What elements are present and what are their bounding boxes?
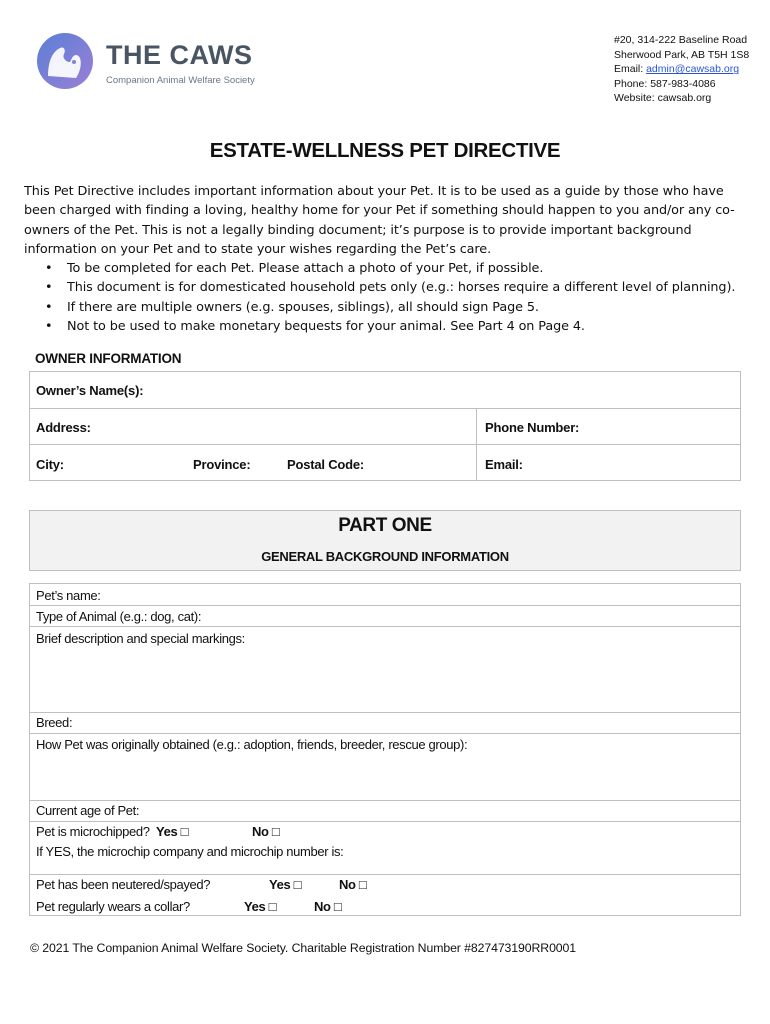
pet-name-field[interactable]: Pet’s name: bbox=[36, 588, 101, 603]
bullet-text: To be completed for each Pet. Please attach a photo of your Pet, if possible. bbox=[67, 261, 544, 277]
brand-subtitle: Companion Animal Welfare Society bbox=[106, 75, 255, 86]
phone-line: Phone: 587-983-4086 bbox=[614, 77, 716, 90]
intro-bullet-list bbox=[24, 259, 744, 336]
table-column-divider bbox=[476, 408, 477, 481]
email-link[interactable]: admin@cawsab.org bbox=[646, 63, 740, 76]
table-divider bbox=[30, 712, 740, 713]
breed-field[interactable]: Breed: bbox=[36, 715, 73, 730]
owner-email-field[interactable]: Email: bbox=[485, 457, 523, 472]
neutered-yes-checkbox[interactable]: Yes □ bbox=[269, 877, 302, 892]
city-field[interactable]: City: bbox=[36, 457, 64, 472]
animal-type-field[interactable]: Type of Animal (e.g.: dog, cat): bbox=[36, 609, 202, 624]
dog-cat-logo-icon bbox=[36, 32, 94, 90]
table-divider bbox=[30, 626, 740, 627]
brand-name: THE CAWS bbox=[106, 40, 253, 70]
province-field[interactable]: Province: bbox=[193, 457, 251, 472]
neutered-question: Pet has been neutered/spayed? bbox=[36, 877, 211, 892]
intro-paragraph: This Pet Directive includes important information about your Pet. It is to be used as a guide by those who have been charged with finding a loving, healthy home for your Pet if something should happen to you and/or any co-owners of the Pet. This is not a legally binding document; it’s purpose is to provide important background information on your Pet and to state your wishes regarding the Pet’s care. bbox=[24, 184, 735, 257]
part-one-subtitle: GENERAL BACKGROUND INFORMATION bbox=[261, 549, 509, 564]
list-item bbox=[24, 278, 744, 297]
neutered-no-checkbox[interactable]: No □ bbox=[339, 877, 367, 892]
table-divider bbox=[30, 605, 740, 606]
table-divider bbox=[30, 800, 740, 801]
intro-section bbox=[24, 182, 744, 336]
microchip-details-field[interactable]: If YES, the microchip company and microchip number is: bbox=[36, 844, 344, 859]
list-item bbox=[24, 317, 744, 336]
contact-block bbox=[614, 33, 749, 106]
bullet-icon: • bbox=[45, 261, 53, 277]
address-line-2: Sherwood Park, AB T5H 1S8 bbox=[614, 48, 750, 61]
part-one-title: PART ONE bbox=[338, 515, 432, 536]
obtained-field[interactable]: How Pet was originally obtained (e.g.: adoption, friends, breeder, rescue group): bbox=[36, 737, 468, 752]
list-item bbox=[24, 298, 744, 317]
microchip-question: Pet is microchipped? bbox=[36, 824, 150, 839]
table-divider bbox=[30, 444, 740, 445]
bullet-icon: • bbox=[45, 280, 53, 296]
email-line bbox=[614, 62, 749, 77]
email-label: Email: bbox=[614, 63, 647, 76]
table-divider bbox=[30, 874, 740, 875]
address-field[interactable]: Address: bbox=[36, 420, 91, 435]
description-field[interactable]: Brief description and special markings: bbox=[36, 631, 245, 646]
bullet-icon: • bbox=[45, 319, 53, 335]
caws-logo bbox=[36, 32, 276, 94]
microchip-yes-checkbox[interactable]: Yes □ bbox=[156, 824, 189, 839]
table-divider bbox=[30, 733, 740, 734]
list-item bbox=[24, 259, 744, 278]
current-age-field[interactable]: Current age of Pet: bbox=[36, 803, 140, 818]
address-line-1: #20, 314-222 Baseline Road bbox=[614, 34, 748, 46]
website-line: Website: cawsab.org bbox=[614, 92, 712, 105]
table-divider bbox=[30, 408, 740, 409]
owner-names-field[interactable]: Owner’s Name(s): bbox=[36, 383, 144, 398]
bullet-icon: • bbox=[45, 299, 53, 315]
bullet-text: This document is for domesticated household pets only (e.g.: horses require a different level of planning). bbox=[67, 280, 736, 296]
bullet-text: If there are multiple owners (e.g. spouses, siblings), all should sign Page 5. bbox=[67, 299, 539, 315]
bullet-text: Not to be used to make monetary bequests for your animal. See Part 4 on Page 4. bbox=[67, 319, 585, 335]
owner-section-heading: OWNER INFORMATION bbox=[35, 351, 182, 366]
microchip-no-checkbox[interactable]: No □ bbox=[252, 824, 280, 839]
collar-yes-checkbox[interactable]: Yes □ bbox=[244, 899, 277, 914]
phone-number-field[interactable]: Phone Number: bbox=[485, 420, 580, 435]
collar-question: Pet regularly wears a collar? bbox=[36, 899, 190, 914]
postal-code-field[interactable]: Postal Code: bbox=[287, 457, 365, 472]
collar-no-checkbox[interactable]: No □ bbox=[314, 899, 342, 914]
part-one-header bbox=[29, 510, 741, 571]
owner-information-table bbox=[29, 371, 741, 481]
pet-information-table bbox=[29, 583, 741, 916]
table-divider bbox=[30, 821, 740, 822]
document-title: ESTATE-WELLNESS PET DIRECTIVE bbox=[209, 139, 561, 162]
copyright-footer: © 2021 The Companion Animal Welfare Society. Charitable Registration Number #827473190RR0001 bbox=[30, 941, 577, 955]
